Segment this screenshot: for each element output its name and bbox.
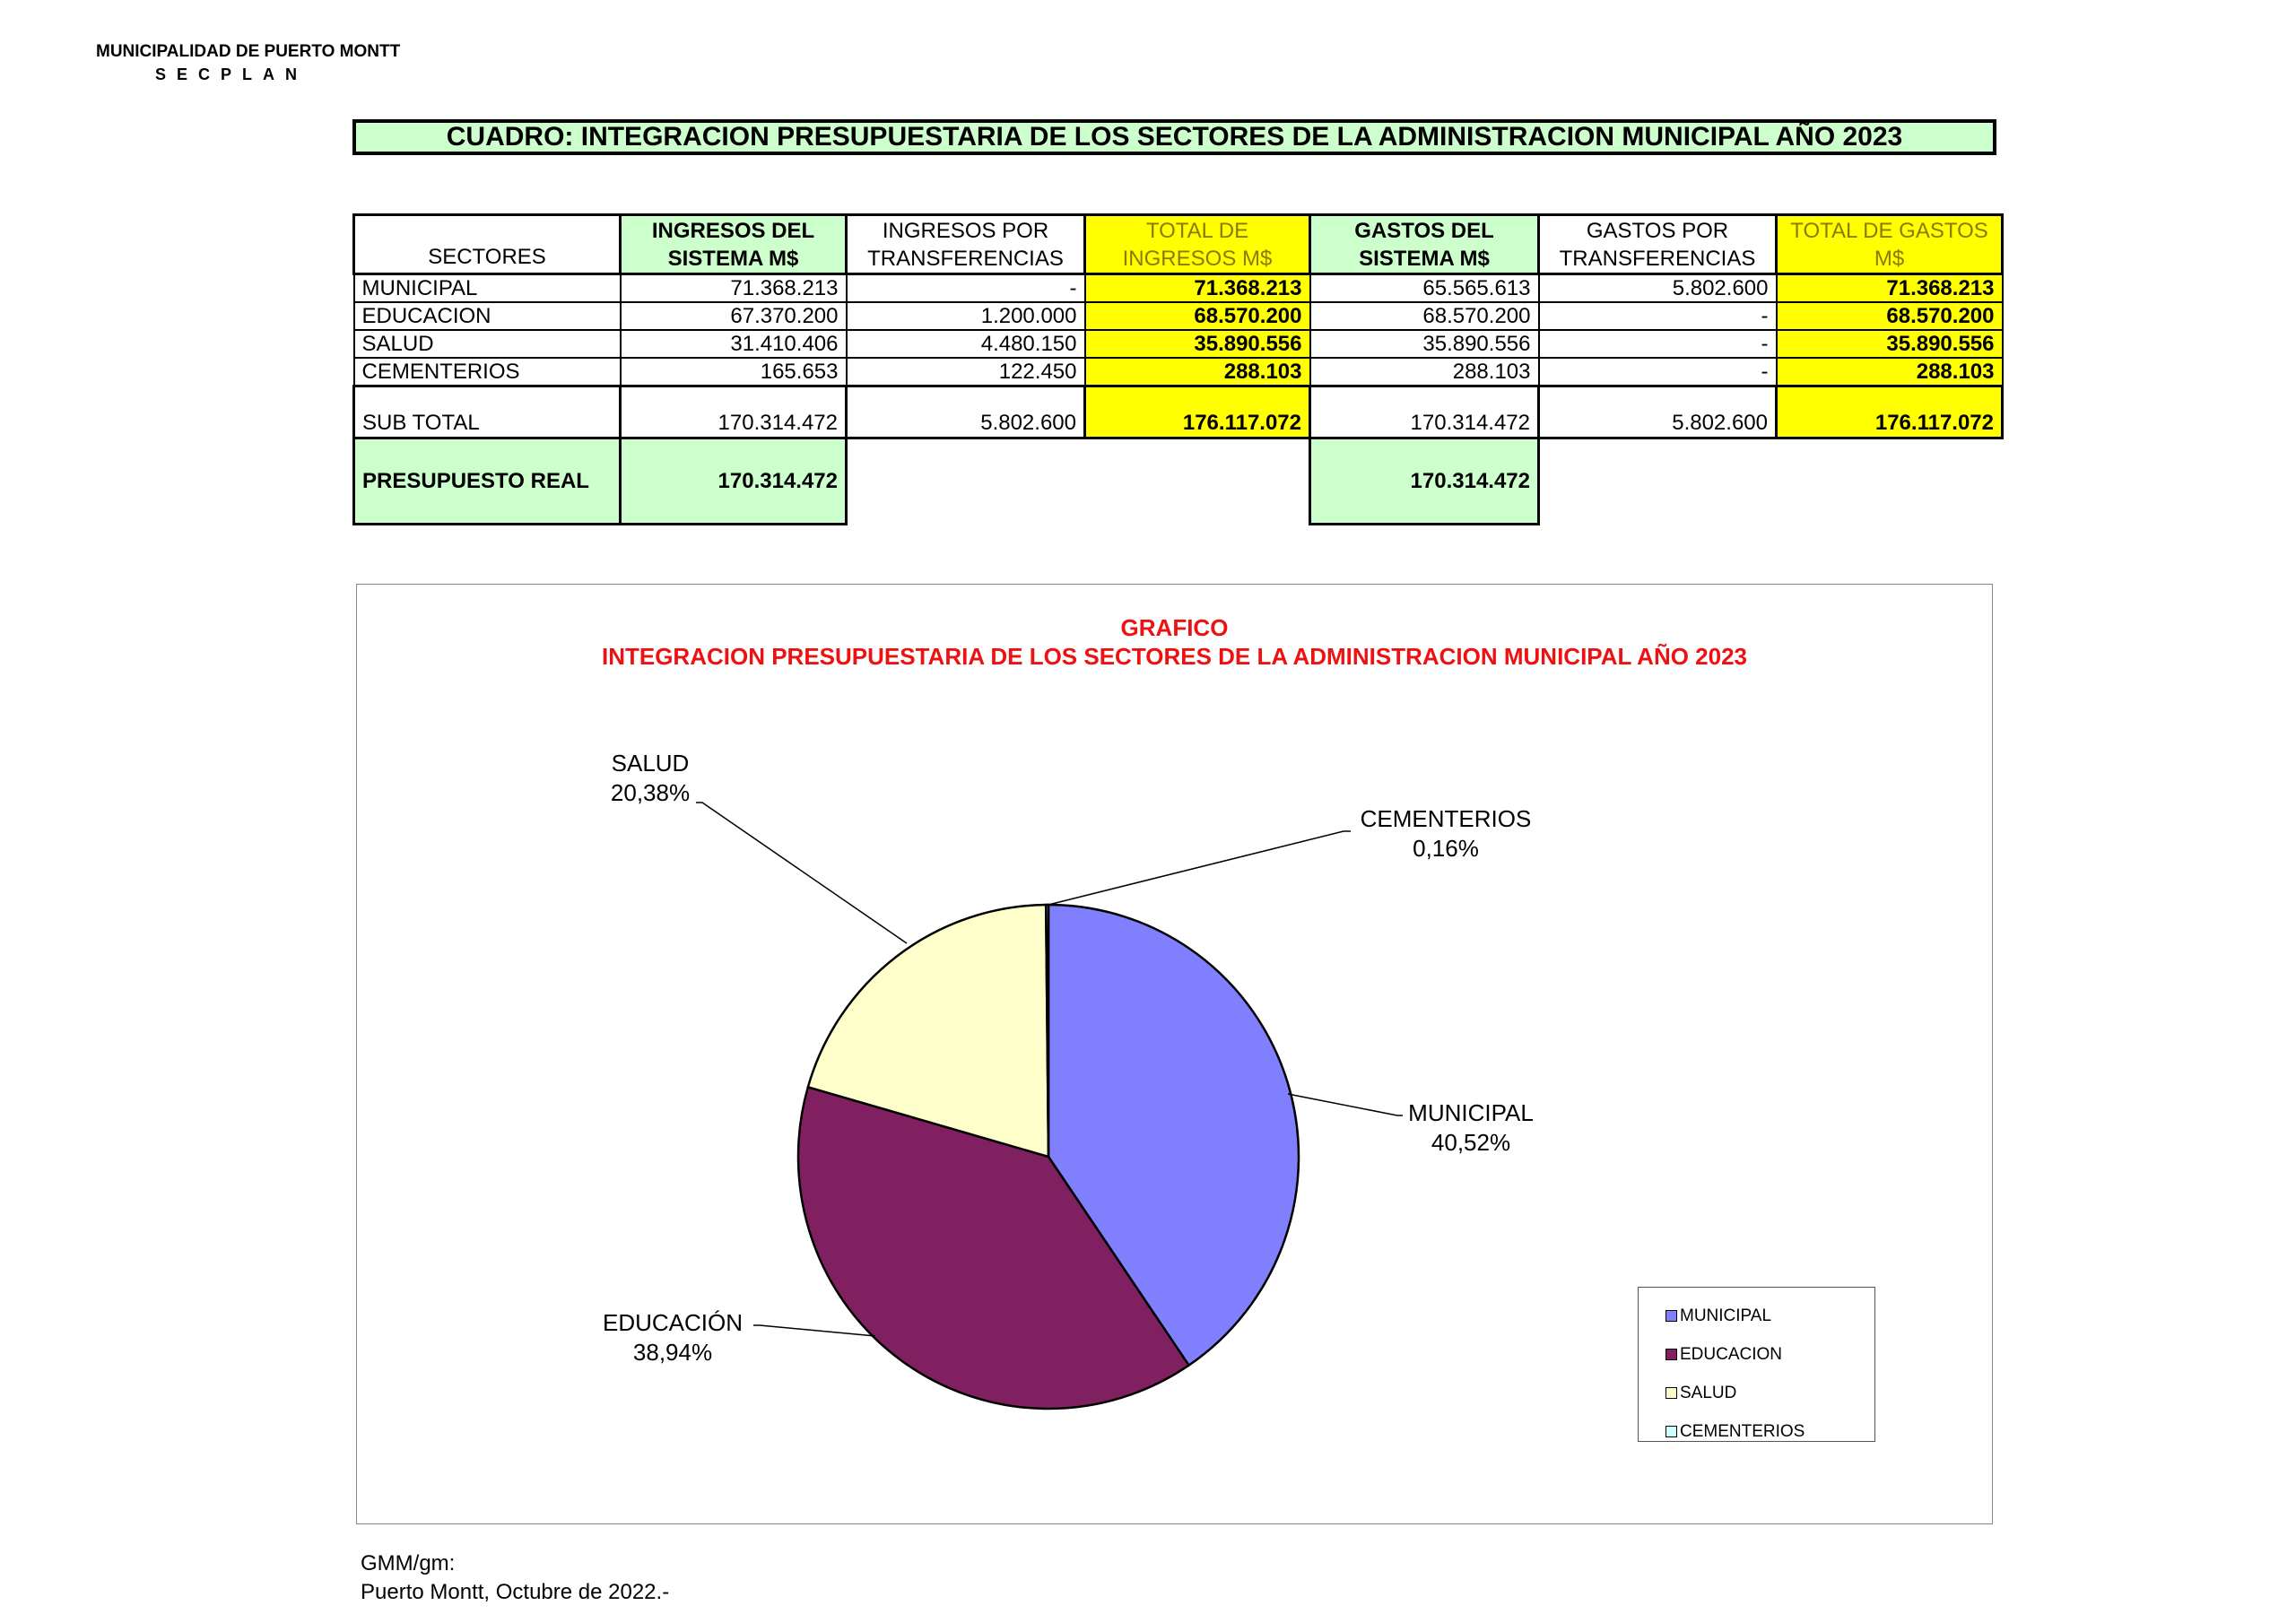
footer-place-date: Puerto Montt, Octubre de 2022.- (361, 1580, 670, 1604)
cell-presupuesto-ingresos: 170.314.472 (621, 438, 847, 525)
footer (361, 1549, 669, 1607)
cell-gastos-transferencias: 5.802.600 (1539, 274, 1777, 303)
cell-ingresos-sistema: 71.368.213 (621, 274, 847, 303)
legend-item-salud: SALUD (1685, 1374, 1874, 1412)
table-row-salud (354, 330, 2003, 358)
col-ingresos-transferencias: INGRESOS POR TRANSFERENCIAS (847, 215, 1085, 274)
col-ingresos-sistema: INGRESOS DEL SISTEMA M$ (621, 215, 847, 274)
label-salud-pct: 20,38% (610, 779, 691, 806)
cell-ingresos-transferencias: 1.200.000 (847, 302, 1085, 330)
cell-subtotal-total-ingresos: 176.117.072 (1085, 386, 1310, 438)
label-educacion-pct: 38,94% (632, 1339, 713, 1366)
footer-initials: GMM/gm: (361, 1551, 456, 1575)
cell-ingresos-transferencias: 122.450 (847, 358, 1085, 386)
col-total-ingresos: TOTAL DE INGRESOS M$ (1085, 215, 1310, 274)
header-institution: MUNICIPALIDAD DE PUERTO MONTT (96, 42, 401, 61)
label-salud-name: SALUD (611, 750, 690, 777)
cell-total-ingresos: 35.890.556 (1085, 330, 1310, 358)
label-municipal-name: MUNICIPAL (1408, 1099, 1534, 1126)
cell-subtotal-gastos-sistema: 170.314.472 (1310, 386, 1539, 438)
label-cementerios-name: CEMENTERIOS (1360, 805, 1532, 832)
cell-sector: MUNICIPAL (354, 274, 621, 303)
cell-presupuesto-label: PRESUPUESTO REAL (354, 438, 621, 525)
cell-subtotal-ingresos-transferencias: 5.802.600 (847, 386, 1085, 438)
table-title: CUADRO: INTEGRACION PRESUPUESTARIA DE LOS SECTORES DE LA ADMINISTRACION MUNICIPAL AÑO 2023 (352, 119, 1996, 155)
leader-salud (696, 803, 907, 943)
leader-educacion (753, 1325, 875, 1336)
cell-subtotal-ingresos-sistema: 170.314.472 (621, 386, 847, 438)
cell-total-gastos: 35.890.556 (1777, 330, 2003, 358)
legend-item-municipal: MUNICIPAL (1685, 1297, 1874, 1335)
header-department: SECPLAN (155, 65, 309, 83)
cell-presupuesto-gastos: 170.314.472 (1310, 438, 1539, 525)
cell-total-ingresos: 71.368.213 (1085, 274, 1310, 303)
cell-gastos-transferencias: - (1539, 330, 1777, 358)
cell-sector: SALUD (354, 330, 621, 358)
cell-ingresos-sistema: 67.370.200 (621, 302, 847, 330)
cell-subtotal-label: SUB TOTAL (354, 386, 621, 438)
cell-gastos-sistema: 288.103 (1310, 358, 1539, 386)
cell-total-ingresos: 288.103 (1085, 358, 1310, 386)
cell-total-gastos: 68.570.200 (1777, 302, 2003, 330)
legend-item-cementerios: CEMENTERIOS (1685, 1412, 1874, 1451)
col-gastos-sistema: GASTOS DEL SISTEMA M$ (1310, 215, 1539, 274)
chart-subtitle: INTEGRACION PRESUPUESTARIA DE LOS SECTORES DE LA ADMINISTRACION MUNICIPAL AÑO 2023 (601, 643, 1748, 670)
cell-total-gastos: 71.368.213 (1777, 274, 2003, 303)
legend-swatch (1665, 1349, 1677, 1360)
cell-ingresos-sistema: 165.653 (621, 358, 847, 386)
leader-municipal (1288, 1094, 1403, 1115)
cell-ingresos-sistema: 31.410.406 (621, 330, 847, 358)
col-total-gastos: TOTAL DE GASTOS M$ (1777, 215, 2003, 274)
table-row-cementerios (354, 358, 2003, 386)
document-header (96, 42, 400, 84)
cell-subtotal-total-gastos: 176.117.072 (1777, 386, 2003, 438)
cell-gastos-sistema: 35.890.556 (1310, 330, 1539, 358)
legend-swatch (1665, 1426, 1677, 1437)
chart-title: GRAFICO (1120, 614, 1229, 641)
chart-frame (356, 584, 1993, 1524)
cell-total-gastos: 288.103 (1777, 358, 2003, 386)
cell-ingresos-transferencias: 4.480.150 (847, 330, 1085, 358)
label-municipal-pct: 40,52% (1431, 1129, 1511, 1156)
table-row-municipal (354, 274, 2003, 303)
legend-swatch (1665, 1387, 1677, 1399)
budget-table (352, 213, 2004, 525)
col-gastos-transferencias: GASTOS POR TRANSFERENCIAS (1539, 215, 1777, 274)
table-row-subtotal (354, 386, 2003, 438)
cell-sector: CEMENTERIOS (354, 358, 621, 386)
cell-ingresos-transferencias: - (847, 274, 1085, 303)
leader-cementerios (1048, 831, 1351, 905)
cell-sector: EDUCACION (354, 302, 621, 330)
table-header-row (354, 215, 2003, 274)
table-row-educacion (354, 302, 2003, 330)
cell-gastos-transferencias: - (1539, 358, 1777, 386)
label-educacion-name: EDUCACIÓN (602, 1309, 744, 1336)
cell-total-ingresos: 68.570.200 (1085, 302, 1310, 330)
legend-item-educacion: EDUCACION (1685, 1335, 1874, 1374)
cell-gastos-transferencias: - (1539, 302, 1777, 330)
chart-legend (1638, 1287, 1875, 1442)
cell-gastos-sistema: 65.565.613 (1310, 274, 1539, 303)
cell-subtotal-gastos-transferencias: 5.802.600 (1539, 386, 1777, 438)
col-sectores: SECTORES (354, 215, 621, 274)
table-row-presupuesto (354, 438, 2003, 525)
cell-gastos-sistema: 68.570.200 (1310, 302, 1539, 330)
legend-swatch (1665, 1310, 1677, 1322)
label-cementerios-pct: 0,16% (1413, 835, 1479, 862)
